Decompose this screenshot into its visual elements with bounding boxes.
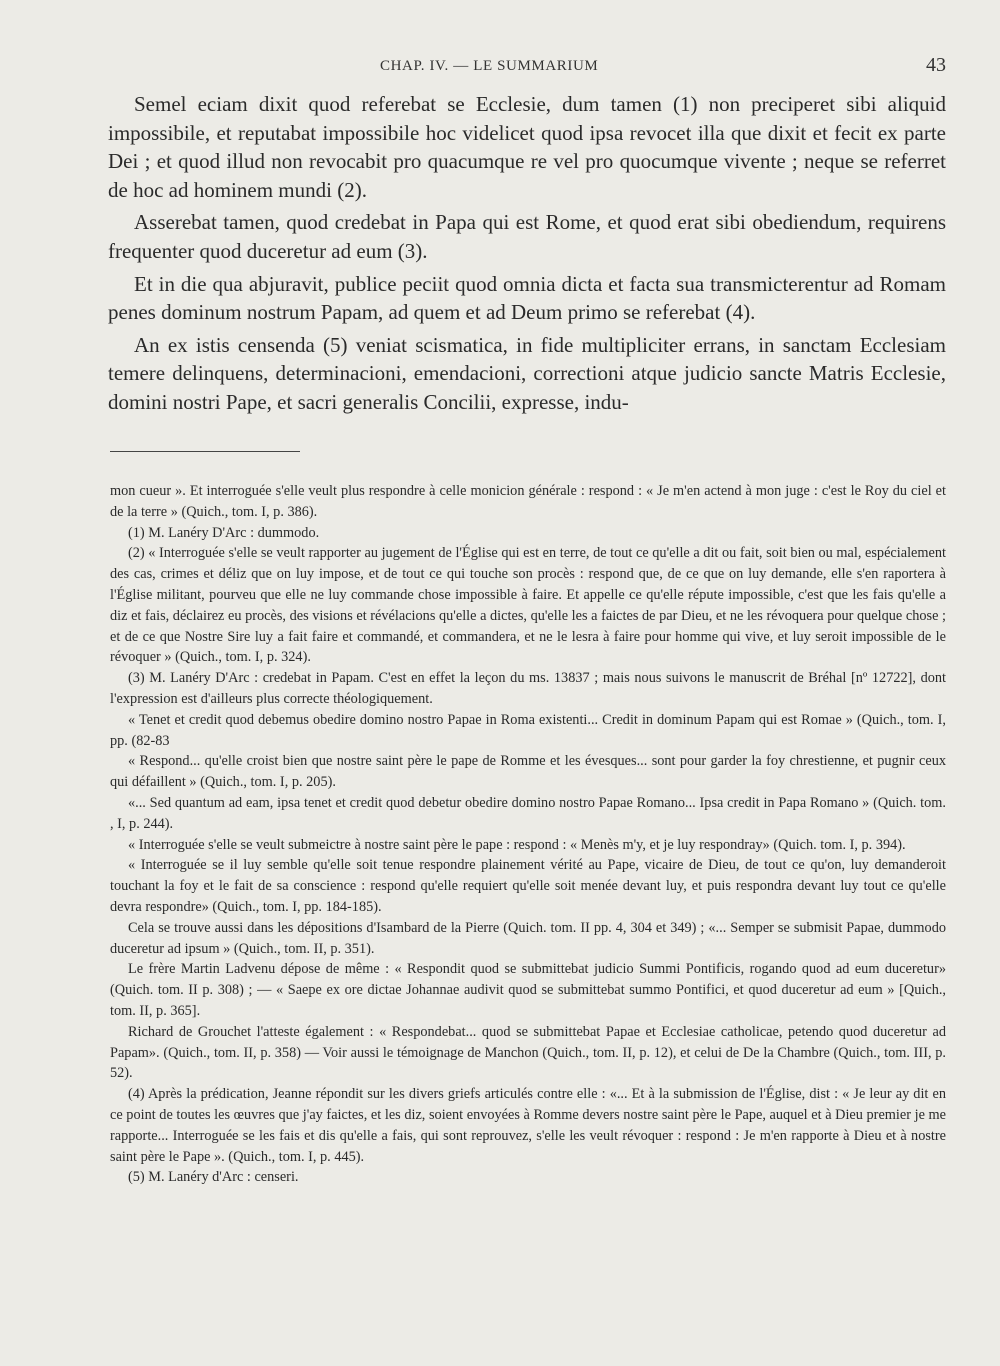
page-number: 43	[926, 54, 946, 76]
main-text	[108, 90, 946, 421]
footnote: (4) Après la prédication, Jeanne répondit sur les divers griefs articulés contre elle : «... Et à la submission de l'Église, dist : « Je leur ay dit en ce point de toutes les œuvres que j'ay faictes, et les diz, soient envoyées à Romme devers nostre saint père le Pape, auquel et à Dieu premier je me rapporte... Interroguée se les fais et dis qu'elle a fais, qui sont reprouvez, s'elle les veult révoquer : respond : Je m'en rapporte à Dieu et à nostre saint père le Pape ». (Quich., tom. I, p. 445).	[110, 1086, 946, 1165]
body-paragraph: Et in die qua abjuravit, publice peciit quod omnia dicta et facta sua transmicterentur ad Romam penes dominum nostrum Papam, ad quem et ad Deum primo se referebat (4).	[108, 271, 946, 325]
footnote: « Interroguée s'elle se veult submeictre à nostre saint père le pape : respond : « Menès m'y, et je luy respondray» (Quich. tom. I, p. 394).	[128, 836, 906, 853]
footnote: (1) M. Lanéry D'Arc : dummodo.	[128, 524, 320, 541]
footnote: (3) M. Lanéry D'Arc : credebat in Papam. C'est en effet la leçon du ms. 13837 ; mais nous suivons le manuscrit de Bréhal [nº 12722], dont l'expression est d'ailleurs plus correcte théologiquement.	[110, 670, 946, 707]
footnote: « Interroguée se il luy semble qu'elle soit tenue respondre plainement vérité au Pape, vicaire de Dieu, de tout ce qu'on, luy demanderoit touchant la foy et le fait de sa conscience : respond qu'elle requiert qu'elle soit menée devant luy, et puis respondra devant luy tout ce qu'elle devra respondre» (Quich., tom. I, pp. 184-185).	[110, 857, 946, 915]
footnote: Richard de Grouchet l'atteste également : « Respondebat... quod se submittebat Papae et Ecclesiae catholicae, petendo quod duceretur ad Papam». (Quich., tom. II, p. 358) — Voir aussi le témoignage de Manchon (Quich., tom. II, p. 12), et celui de De la Chambre (Quich., tom. III, p. 52).	[110, 1023, 946, 1082]
footnote: « Tenet et credit quod debemus obedire domino nostro Papae in Roma existenti... Credit in dominum Papam qui est Romae » (Quich., tom. I, pp. (82-83	[110, 711, 946, 749]
body-paragraph: Asserebat tamen, quod credebat in Papa qui est Rome, et quod erat sibi obediendum, requirens frequenter quod duceretur ad eum (3).	[108, 210, 946, 263]
footnote: Cela se trouve aussi dans les dépositions d'Isambard de la Pierre (Quich. tom. II pp. 4, 304 et 349) ; «... Semper se submisit Papae, dummodo duceretur ad ipsum » (Quich., tom. II, p. 351).	[110, 919, 946, 957]
footnote: (2) « Interroguée s'elle se veult rapporter au jugement de l'Église qui est en terre, de tout ce qu'elle a dit ou fait, soit bien ou mal, espécialement des cas, crimes et déliz que on luy impose, et de tout ce qui touche son procès : respond que, de ce que on luy demande, elle s'en raportera à l'Église militant, pourveu que elle ne luy commande chose impossible à faire. Et appelle ce qu'elle répute impossible, c'est que les fais qu'elle a diz et fais, déclairez eu procès, des visions et révélacions qu'elle a dictes, qu'elle les a faictes de par Dieu, et ne les révoquera pour quelque chose ; et de ce que Nostre Sire luy a fait faire et commandé, et commandera, et ne le lesra à faire pour homme qui vive, et luy seroit impossible de le révoquer » (Quich., tom. I, p. 324).	[110, 545, 946, 666]
body-paragraph: An ex istis censenda (5) veniat scismatica, in fide multipliciter errans, in sanctam Ecclesiam temere delinquens, determinacioni, emendacioni, correctioni atque judicio sancte Matris Ecclesie, domini nostri Pape, et sacri generalis Concilii, expresse, indu-	[108, 332, 946, 414]
footnote: mon cueur ». Et interroguée s'elle veult plus respondre à celle monicion générale : respond : « Je m'en actend à mon juge : c'est le Roy du ciel et de la terre » (Quich., tom. I, p. 386).	[110, 483, 946, 520]
footnote: Le frère Martin Ladvenu dépose de même : « Respondit quod se submittebat judicio Summi Pontificis, rogando quod ad eum duceretur» (Quich. tom. II p. 308) ; — « Saepe ex ore dictae Johannae audivit quod se submittebat summo Pontifici, et quod duceretur ad eum » [Quich., tom. II, p. 365].	[110, 961, 946, 1019]
footnotes	[110, 481, 946, 1188]
footnote-separator	[110, 451, 300, 452]
body-paragraph: Semel eciam dixit quod referebat se Ecclesie, dum tamen (1) non preciperet sibi aliquid impossibile, et reputabat impossibile hoc videlicet quod ipsa revocet illa que dixit et fecit ex parte Dei ; et quod illud non revocabit pro quacumque re vel pro quocumque vivente ; neque se referret de hoc ad hominem mundi (2).	[108, 92, 946, 202]
footnote: «... Sed quantum ad eam, ipsa tenet et credit quod debetur obedire domino nostro Papae Romano... Ipsa credit in Papa Romano » (Quich. tom. , I, p. 244).	[110, 794, 946, 832]
footnote: (5) M. Lanéry d'Arc : censeri.	[128, 1169, 299, 1186]
running-title: CHAP. IV. — LE SUMMARIUM	[380, 58, 599, 74]
footnote: « Respond... qu'elle croist bien que nostre saint père le pape de Romme et les évesques... sont pour garder la foy chrestienne, et pugnir ceux qui défaillent » (Quich., tom. I, p. 205).	[110, 753, 946, 791]
